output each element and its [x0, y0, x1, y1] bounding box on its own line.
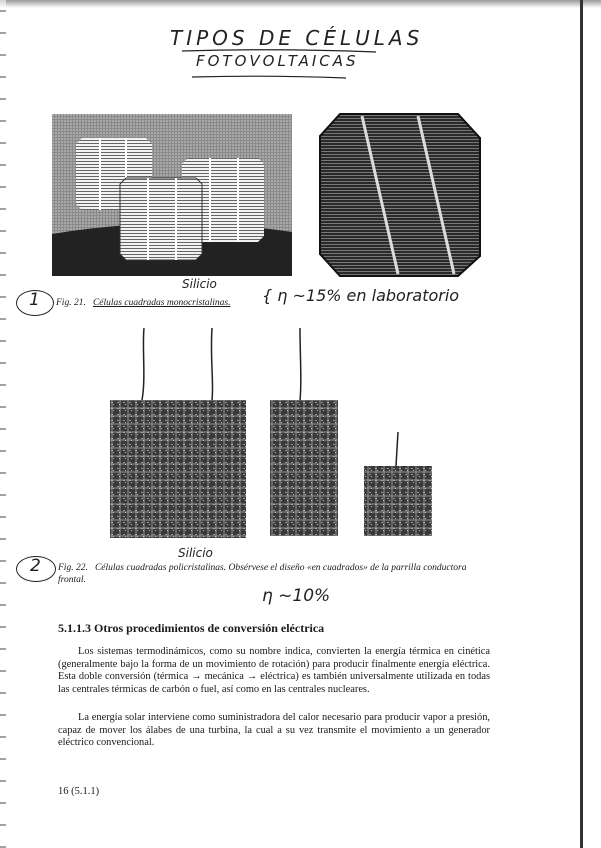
label-2: 2: [30, 556, 41, 576]
fig22-photo-polycrystalline: [104, 328, 444, 540]
silicio-note-2: Silicio: [178, 546, 213, 560]
fig22-caption: [58, 562, 496, 586]
title-underline-2: [190, 74, 350, 80]
silicio-note-1: Silicio: [182, 277, 217, 291]
fig21-label: Fig. 21.: [56, 298, 86, 308]
fig22-label: Fig. 22.: [58, 563, 88, 573]
handwritten-title-line2: FOTOVOLTAICAS: [196, 52, 359, 70]
handwritten-title-line1: TIPOS DE CÉLULAS: [170, 26, 424, 50]
fig21-text: Células cuadradas monocristalinas.: [92, 298, 231, 308]
efficiency-note-2: η ~10%: [262, 586, 331, 606]
scan-top-edge: [0, 0, 601, 8]
fig21-photo-dark-cell: [318, 110, 488, 280]
section-heading: 5.1.1.3 Otros procedimientos de conversión eléctrica: [58, 621, 325, 635]
scan-left-edge: [0, 0, 6, 848]
efficiency-note-1: { η ~15% en laboratorio: [262, 286, 460, 305]
label-1: 1: [29, 290, 40, 310]
section-paragraph-2: La energía solar interviene como suministradora del calor necesario para producir vapor a presión, capaz de mover los álabes de una turbina, la cual a su vez transmite el movimiento a un generador eléctrico convencional.: [58, 712, 490, 748]
fig21-photo-monocrystalline: [52, 114, 292, 276]
page-footer: 16 (5.1.1): [58, 786, 100, 797]
fig21-caption: [56, 298, 230, 308]
fig22-text: Células cuadradas policristalinas. Obsérvese el diseño «en cuadrados» de la parrilla conductora frontal.: [58, 563, 467, 585]
section-paragraph-1: Los sistemas termodinámicos, como su nombre indica, convierten la energía térmica en cinética (generalmente bajo la forma de un movimiento de rotación) para producir finalmente energía eléctrica. Esta doble conversión (térmica → mecánica → eléctrica) es también universalmente utilizada en todas las centrales térmicas de carbón o fuel, así como en las centrales nucleares.: [58, 646, 490, 695]
scan-right-edge: [580, 0, 583, 848]
